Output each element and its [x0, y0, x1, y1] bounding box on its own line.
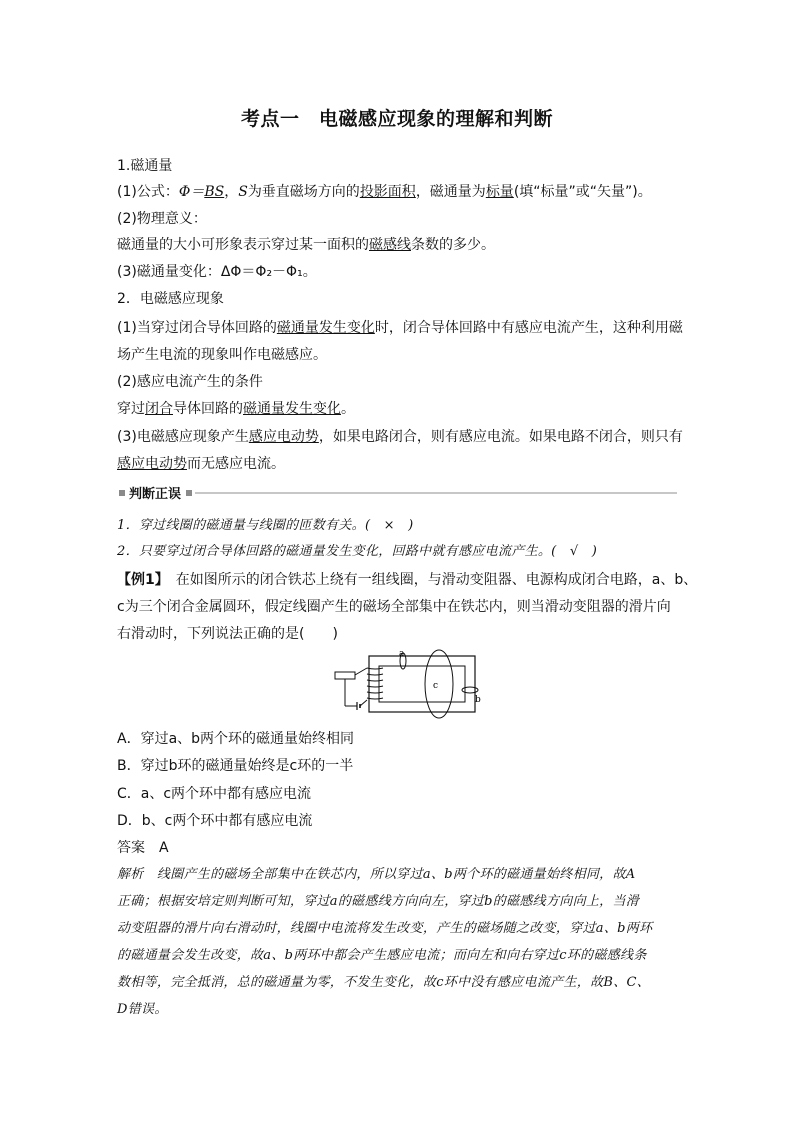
analysis-line: D错误。 — [117, 1002, 168, 1017]
p2-flux-change: 磁通量发生变化 — [243, 401, 341, 417]
formula-line — [117, 182, 652, 202]
p3-emf-2: 感应电动势 — [117, 456, 187, 472]
iron-core-outer — [369, 656, 475, 712]
option-c: C．a、c两个环中都有感应电流 — [117, 786, 312, 802]
meaning-a: 磁通量的大小可形象表示穿过某一面积的 — [117, 237, 369, 253]
p1-underlined: 磁通量发生变化 — [276, 320, 375, 336]
label-a: a — [399, 649, 405, 659]
example-line1 — [117, 570, 697, 590]
formula-scalar: 标量 — [485, 184, 514, 200]
judge-section-header — [117, 486, 677, 500]
analysis-line: 正确；根据安培定则判断可知，穿过a的磁感线方向向左，穿过b的磁感线方向向上，当滑 — [117, 894, 640, 909]
p1-b: 时，闭合导体回路中有感应电流产生，这种利用磁 — [374, 320, 683, 336]
p2-b: 导体回路的 — [173, 401, 243, 417]
formula-mid: 为垂直磁场方向的 — [247, 184, 360, 200]
p3-a: (3)电磁感应现象产生 — [117, 429, 249, 445]
section2-p2-label: (2)感应电流产生的条件 — [117, 374, 263, 390]
p3-c: 而无感应电流。 — [187, 456, 285, 472]
analysis-line: 的磁通量会发生改变，故a、b两环中都会产生感应电流；而向左和向右穿过c环的磁感线条 — [117, 948, 647, 963]
meaning-label: (2)物理意义： — [117, 211, 207, 227]
formula-bs: BS — [204, 184, 225, 200]
section2-p1-line1 — [117, 318, 683, 338]
label-b: b — [475, 695, 481, 705]
iron-core-circuit-figure — [329, 648, 489, 720]
formula-prefix: (1)公式： — [117, 184, 179, 200]
divider — [195, 492, 677, 494]
page-title: 考点一 电磁感应现象的理解和判断 — [240, 108, 553, 130]
label-c: c — [433, 681, 439, 691]
p3-b: ，如果电路闭合，则有感应电流。如果电路不闭合，则只有 — [318, 429, 683, 445]
formula-comma: ， — [224, 184, 239, 200]
p2-c: 。 — [341, 401, 355, 417]
flux-change: (3)磁通量变化：ΔΦ＝Φ₂－Φ₁。 — [117, 264, 317, 280]
ring-c — [425, 650, 453, 718]
formula-phi-eq: Φ＝ — [178, 184, 205, 200]
wire — [355, 668, 367, 675]
section2-p3-line2 — [117, 454, 285, 474]
example-tag: 【例1】 — [117, 572, 162, 588]
formula-mid2: ，磁通量为 — [415, 184, 486, 200]
section1-heading: 1.磁通量 — [117, 158, 173, 174]
judge-item-1: 1．穿过线圈的磁通量与线圈的匝数有关。( × ) — [117, 518, 414, 533]
p3-emf: 感应电动势 — [248, 429, 319, 445]
formula-s: S — [238, 184, 248, 200]
p1-a: (1)当穿过闭合导体回路的 — [117, 320, 277, 336]
ring-b — [462, 687, 478, 693]
section2-p3-line1 — [117, 427, 683, 447]
formula-tail: (填“标量”或“矢量”)。 — [513, 184, 652, 200]
section2-heading: 2．电磁感应现象 — [117, 291, 224, 307]
analysis-line: 数相等，完全抵消，总的磁通量为零，不发生变化，故c环中没有感应电流产生，故B、C、 — [117, 975, 651, 990]
rheostat — [335, 672, 355, 679]
example-line3: 右滑动时，下列说法正确的是( ) — [117, 626, 338, 642]
example-line2: c为三个闭合金属圆环，假定线圈产生的磁场全部集中在铁芯内，则当滑动变阻器的滑片向 — [117, 599, 671, 615]
p2-a: 穿过 — [117, 401, 145, 417]
p2-closed: 闭合 — [145, 401, 173, 417]
bullet-square-icon — [186, 490, 192, 496]
formula-projection-area: 投影面积 — [359, 184, 416, 200]
bullet-square-icon — [119, 490, 125, 496]
option-a: A．穿过a、b两个环的磁通量始终相同 — [117, 731, 355, 747]
meaning-lines: 磁感线 — [369, 237, 411, 253]
wire — [360, 700, 367, 706]
meaning-b: 条数的多少。 — [411, 237, 495, 253]
analysis-line: 动变阻器的滑片向右滑动时，线圈中电流将发生改变，产生的磁场随之改变，穿过a、b两环 — [117, 921, 653, 936]
option-d: D．b、c两个环中都有感应电流 — [117, 813, 313, 829]
section2-p2-text — [117, 399, 355, 419]
answer: 答案 A — [117, 840, 169, 856]
analysis-line: 解析 线圈产生的磁场全部集中在铁芯内，所以穿过a、b两个环的磁通量始终相同，故A — [117, 867, 636, 882]
judge-label: 判断正误 — [129, 487, 182, 502]
example-line1-text: 在如图所示的闭合铁芯上绕有一组线圈，与滑动变阻器、电源构成闭合电路，a、b、 — [161, 572, 698, 588]
meaning-text — [117, 235, 495, 255]
option-b: B．穿过b环的磁通量始终是c环的一半 — [117, 758, 354, 774]
section2-p1-line2: 场产生电流的现象叫作电磁感应。 — [117, 347, 327, 363]
judge-item-2: 2．只要穿过闭合导体回路的磁通量发生变化，回路中就有感应电流产生。( √ ) — [117, 544, 598, 559]
